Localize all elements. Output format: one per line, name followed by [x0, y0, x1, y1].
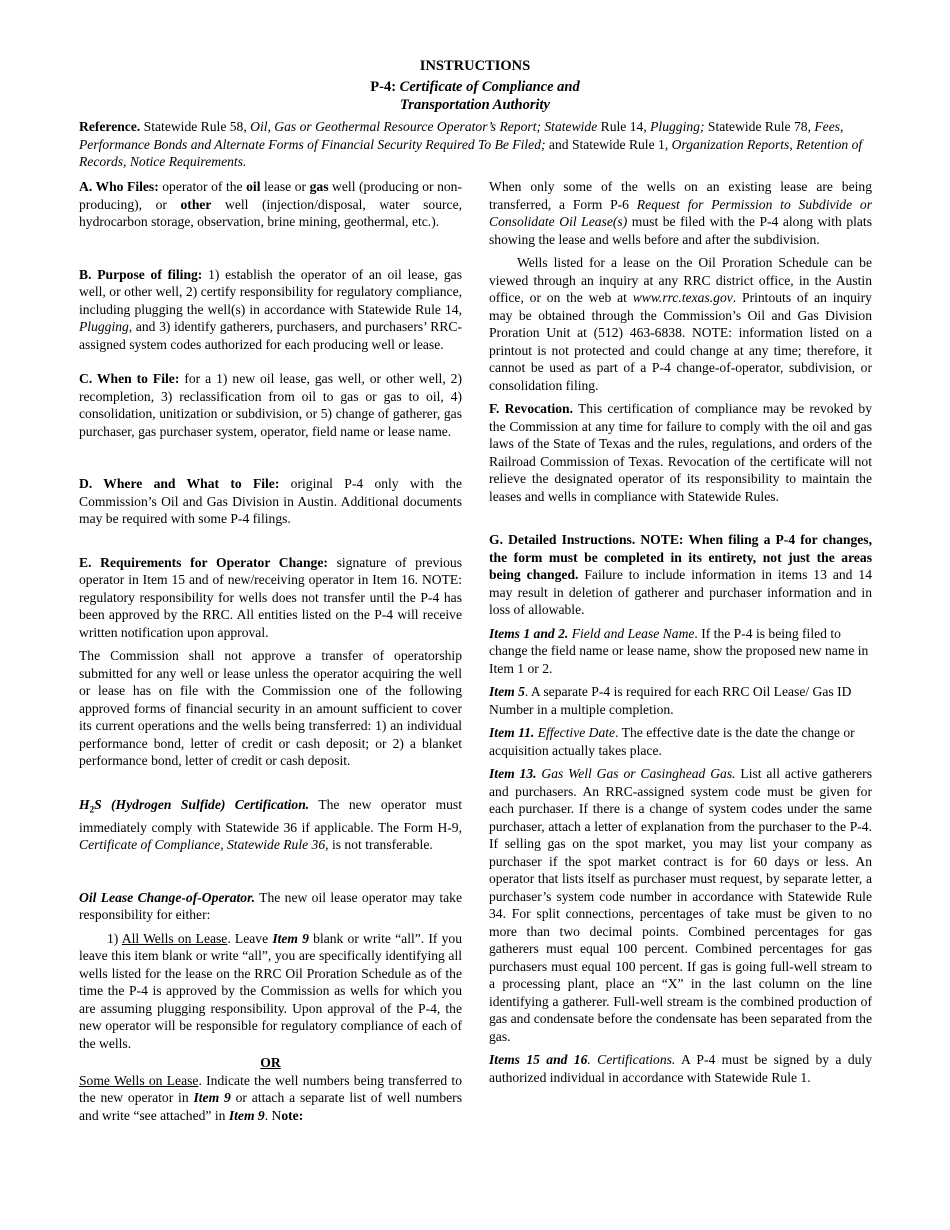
section-f — [489, 400, 872, 505]
section-a-other: other — [180, 196, 212, 212]
section-e-text: signature of previous operator in Item 15 and of new/receiving operator in Item 16. NOTE: regulatory responsibility for wells does not transfer until the P-4 has been approved by the RRC. All entities listed on the P-4 will receive written notification upon approval. — [79, 554, 462, 640]
oil-lease-text: The new oil lease operator may take responsibility for either: — [79, 889, 462, 923]
section-a-text: well (producing or non-producing), or — [79, 179, 462, 212]
reference-text: Statewide Rule 78, — [704, 119, 815, 134]
doc-title: INSTRUCTIONS — [419, 58, 531, 74]
option-text: or attach a separate list of well numbers and write “see attached” in — [79, 1090, 462, 1123]
option-all-wells-label: All Wells on Lease — [121, 930, 228, 946]
section-c-label: C. When to File: — [79, 371, 180, 386]
section-c — [79, 370, 462, 440]
subdivision-text: must be filed with the P-4 along with plats showing the lease and wells before and after the subdivision. — [489, 214, 873, 247]
proration-text: . Printouts of an inquiry may be obtained through the Commission’s Oil and Gas Division Proration Unit at (512) 463-6838. NOTE: information listed on a printout is not protected and could change at any time; therefore, it cannot be used as part of a P-4 change-of-operator, subdivision, or consolidation filing. — [489, 290, 872, 393]
form-name-line1: Certificate of Compliance and — [399, 79, 580, 95]
section-a-text: well (injection/disposal, water source, hydrocarbon storage, observation, brine mining, geothermal, etc.). — [79, 196, 462, 229]
item-11-subtitle: Effective Date — [534, 725, 616, 740]
section-g-label: G. Detailed Instructions. NOTE: When filing a P-4 for changes, the form must be completed in its entirety, not just the areas being changed. — [489, 532, 872, 582]
section-b-text: , and 3) identify gatherers, purchasers, and purchasers’ RRC-assigned system codes authorized for each producing well or lease. — [79, 319, 462, 352]
item-5 — [489, 683, 872, 718]
option-some-wells-label: Some Wells on Lease — [79, 1072, 199, 1088]
h2s-text: The new operator must immediately comply with Statewide 36 if applicable. The Form H-9, — [79, 796, 463, 835]
oil-lease-label: Oil Lease Change-of-Operator. — [79, 889, 256, 905]
reference-paragraph — [79, 118, 874, 171]
section-d-text: original P-4 only with the Commission’s Oil and Gas Division in Austin. Additional documents may be required with some P-4 filings. — [79, 476, 462, 526]
h2s-label-rest: S (Hydrogen Sulfide) Certification. — [94, 796, 310, 812]
section-a-gas: gas — [309, 179, 329, 194]
reference-text: Statewide Rule 58, — [143, 119, 251, 134]
section-f-label: F. Revocation. — [489, 401, 574, 416]
reference-rule-58: Oil, Gas or Geothermal Resource Operator’s Report; Statewide — [250, 119, 601, 134]
h2s-form-name: Certificate of Compliance, Statewide Rule 36, — [79, 837, 329, 853]
section-b-plugging: Plugging — [79, 319, 129, 334]
section-a — [79, 178, 462, 231]
item-13-text: List all active gatherers and purchasers. An RRC-assigned system code must be given for each purchaser. If there is a change of system codes under the same purchaser, attach a letter of explanation from the purchaser to the P-4. If selling gas on the spot market, you may list your company as purchaser if the spot market contract is for 60 days or less. An operator that lists itself as purchaser must request, by separate letter, a purchaser’s system code number in accordance with Statewide Rule 34. For split connections, percentages of take must be given to no more than two decimal points. Combined percentages for gas gatherers must equal 100 percent. Combined percentages for gas purchasers must equal 100 percent. If gas is going full-well stream to a processing plant, place an “X” in the last column on the line identifying a gatherer. Full-well stream is the combined production of gas and condensate before the condensate has been separated from the gas. — [489, 766, 872, 1044]
section-g-text: Failure to include information in items 13 and 14 may result in deletion of gatherer and purchaser information and in loss of allowable. — [489, 567, 872, 617]
proration-text: Wells listed for a lease on the Oil Proration Schedule can be viewed through an inquiry at any RRC district office, in the Austin office, or on the web at — [489, 255, 872, 305]
reference-text: Rule 14, — [600, 119, 651, 134]
section-g — [489, 531, 872, 619]
section-d-label: D. Where and What to File: — [79, 476, 280, 491]
h2s-certification — [79, 796, 462, 854]
left-column — [79, 178, 462, 1124]
items-1-2-label: Items 1 and 2. — [489, 625, 569, 641]
items-15-16 — [489, 1051, 872, 1086]
section-a-text: lease or — [260, 179, 310, 194]
option-text: . N — [264, 1107, 282, 1123]
item-11 — [489, 724, 872, 759]
reference-label: Reference. — [79, 119, 141, 134]
item-13-label: Item 13. — [489, 766, 537, 781]
subdivision-paragraph — [489, 178, 872, 248]
reference-rule-14: Plugging; — [650, 119, 705, 134]
items-15-16-text: A P-4 must be signed by a duly authorized individual in accordance with Statewide Rule 1. — [489, 1052, 872, 1085]
items-15-16-label: Items 15 and 16 — [489, 1052, 588, 1067]
section-e — [79, 554, 462, 642]
form-id: P-4: — [370, 79, 397, 95]
section-b-label: B. Purpose of filing: — [79, 266, 203, 282]
section-b — [79, 266, 462, 354]
item-5-label: Item 5 — [489, 684, 525, 699]
items-15-16-subtitle: . Certifications. — [587, 1052, 676, 1067]
h2s-text: is not transferable. — [328, 837, 433, 853]
item-9-ref: Item 9 — [193, 1090, 231, 1106]
item-13 — [489, 765, 872, 1045]
section-f-text: This certification of compliance may be revoked by the Commission at any time for failure to comply with the oil and gas laws of the State of Texas and the rules, regulations, and orders of the Railroad Commission of Texas. Revocation of the certificate will not relieve the designated operator of its responsibility to maintain the leases and wells in compliance with Statewide Rules. — [489, 401, 872, 504]
h2s-label: H — [79, 796, 90, 812]
item-9-ref: Item 9 — [228, 1107, 265, 1123]
reference-rule-78: Fees, Performance Bonds and Alternate Forms of Financial Security Required To Be Filed; — [79, 119, 844, 152]
item-11-text: . The effective date is the date the change or acquisition actually takes place. — [489, 725, 855, 758]
form-title — [0, 78, 950, 97]
h2s-label-subscript: 2 — [89, 804, 95, 815]
section-e-financial-security: The Commission shall not approve a transfer of operatorship submitted for any well or lease unless the operator acquiring the well or lease has on file with the Commission one of the following approved forms of financial security in an amount sufficient to cover its current operations and the wells being transferred: 1) an individual performance bond, letter of credit or cash deposit; or 2) a blanket performance bond, letter of credit or cash deposit. — [79, 648, 462, 768]
items-1-2 — [489, 625, 872, 678]
note-label: ote: — [281, 1107, 304, 1123]
option-text: . Indicate the well numbers being transferred to the new operator in — [79, 1072, 462, 1106]
items-1-2-subtitle: Field and Lease Name — [568, 625, 695, 641]
reference-rule-1: Organization Reports, Retention of Records, Notice Requirements. — [79, 136, 863, 169]
section-a-oil: oil — [246, 179, 261, 194]
option-text: . Leave — [227, 930, 273, 946]
item-9-ref: Item 9 — [272, 930, 309, 946]
option-some-wells — [79, 1072, 462, 1125]
section-e-label: E. Requirements for Operator Change: — [79, 554, 328, 570]
section-a-label: A. Who Files: — [79, 179, 159, 194]
section-b-text: 1) establish the operator of an oil lease, gas well, or other well, 2) certify responsibility for regulatory compliance, including plugging the well(s) in accordance with Statewide Rule 14, — [79, 266, 462, 317]
subdivision-text: When only some of the wells on an existing lease are being transferred, a Form P-6 — [489, 179, 872, 212]
or-divider: OR — [260, 1055, 281, 1071]
form-title-line2 — [0, 96, 950, 115]
form-p6-name: Request for Permission to Subdivide or Consolidate Oil Lease(s) — [489, 196, 872, 229]
item-11-label: Item 11. — [489, 725, 535, 740]
section-a-text: operator of the — [158, 179, 247, 194]
form-name-line2: Transportation Authority — [399, 97, 550, 113]
option-text: blank or write “all”. If you leave this item blank or write “all”, you are specifically identifying all wells listed for the lease on the RRC Oil Proration Schedule as of the time the P-4 is approved by the Commission as wells for which you are assuming plugging responsibility. Upon approval of the P-4, the new operator will be responsible for regulatory compliance of each of the wells. — [79, 930, 462, 1051]
right-column — [489, 178, 872, 1086]
proration-paragraph — [489, 254, 872, 394]
rrc-website-link[interactable]: www.rrc.texas.gov — [632, 290, 733, 305]
item-5-text: . A separate P-4 is required for each RRC Oil Lease/ Gas ID Number in a multiple completion. — [489, 684, 852, 717]
item-13-subtitle: Gas Well Gas or Casinghead Gas. — [536, 766, 736, 781]
items-1-2-text: . If the P-4 is being filed to change the field name or lease name, show the proposed new name in Item 1 or 2. — [489, 625, 869, 676]
option-all-wells — [79, 930, 462, 1053]
section-c-text: for a 1) new oil lease, gas well, or other well, 2) recompletion, 3) reclassification from oil to gas or gas to oil, 4) consolidation, unitization or subdivision, or 5) change of gatherer, gas purchaser, gas purchaser system, operator, field name or lease name. — [79, 371, 463, 439]
reference-text: and Statewide Rule 1, — [545, 136, 672, 152]
option-number: 1) — [107, 930, 122, 946]
section-d — [79, 475, 462, 528]
oil-lease-change — [79, 889, 462, 924]
